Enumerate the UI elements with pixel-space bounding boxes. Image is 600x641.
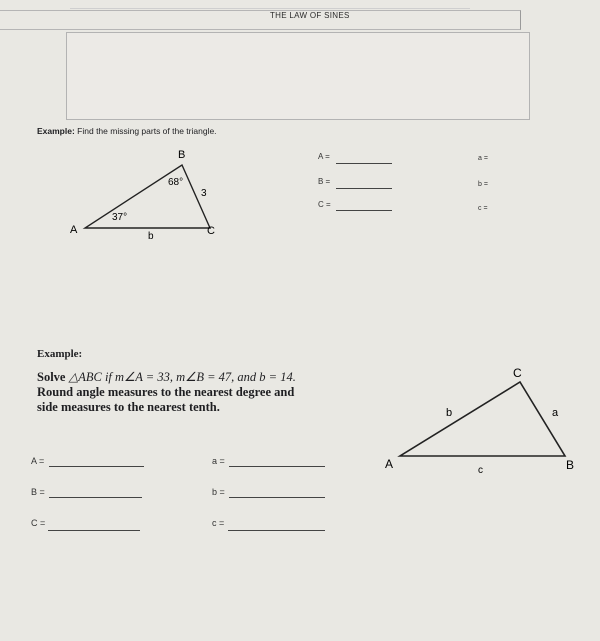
example2-prompt: [37, 370, 377, 415]
example2-math: △ABC if m∠A = 33, m∠B = 47, and b = 14.: [68, 370, 296, 384]
side-a-label: 3: [201, 188, 207, 199]
example1-text: Find the missing parts of the triangle.: [77, 126, 217, 136]
vertex-a-label-2: A: [385, 457, 394, 471]
ex2-answer-a-label: A =: [31, 456, 45, 466]
notes-box: [66, 32, 530, 120]
ex2-answer-c-blank[interactable]: [48, 530, 140, 531]
ex2-side-c-label: c =: [212, 518, 225, 528]
side-a-label-2: a: [552, 407, 559, 419]
answer-b-label: B =: [318, 177, 331, 186]
answer-c-blank[interactable]: [336, 210, 392, 211]
side-b-answer-label: b =: [478, 181, 488, 188]
vertex-c-label: C: [207, 225, 215, 237]
example2-triangle: [380, 360, 600, 490]
answer-c-label: C =: [318, 200, 331, 209]
example1-prompt: [37, 126, 217, 136]
ex2-side-b-blank[interactable]: [229, 497, 325, 498]
vertex-b-label-2: B: [566, 458, 575, 472]
side-c-answer-label: c =: [478, 205, 488, 212]
answer-a-blank[interactable]: [336, 163, 392, 164]
vertex-b-label: B: [178, 149, 186, 161]
ex2-side-c-blank[interactable]: [228, 530, 325, 531]
ex2-side-a-blank[interactable]: [229, 466, 325, 467]
side-c-label-2: c: [478, 465, 483, 476]
faint-top-writing: [70, 0, 470, 9]
ex2-side-a-label: a =: [212, 456, 225, 466]
side-b-label-2: b: [446, 407, 453, 419]
example2-line3: side measures to the nearest tenth.: [37, 400, 220, 414]
angle-a-label: 37°: [112, 212, 128, 223]
side-a-answer-label: a =: [478, 155, 488, 162]
answer-b-blank[interactable]: [336, 188, 392, 189]
example2-line1: Solve △ABC if m∠A = 33, m∠B = 47, and b = 14.: [37, 370, 296, 384]
triangle-outline: [85, 165, 210, 228]
ex2-side-b-label: b =: [212, 487, 225, 497]
ex2-answer-c-label: C =: [31, 518, 46, 528]
example1-label: Example:: [37, 126, 75, 136]
vertex-a-label: A: [70, 224, 78, 236]
ex2-answer-a-blank[interactable]: [49, 466, 144, 467]
example2-label: Example:: [37, 348, 83, 360]
side-b-label: b: [148, 231, 154, 242]
example1-triangle: [60, 145, 260, 245]
page-title: THE LAW OF SINES: [270, 11, 350, 20]
answer-a-label: A =: [318, 152, 330, 161]
example2-line2: Round angle measures to the nearest degree and: [37, 385, 295, 399]
title-box: [0, 10, 521, 30]
vertex-c-label-2: C: [513, 366, 522, 380]
angle-b-label: 68°: [168, 177, 184, 188]
triangle2-outline: [400, 382, 565, 456]
ex2-answer-b-blank[interactable]: [49, 497, 142, 498]
ex2-answer-b-label: B =: [31, 487, 45, 497]
